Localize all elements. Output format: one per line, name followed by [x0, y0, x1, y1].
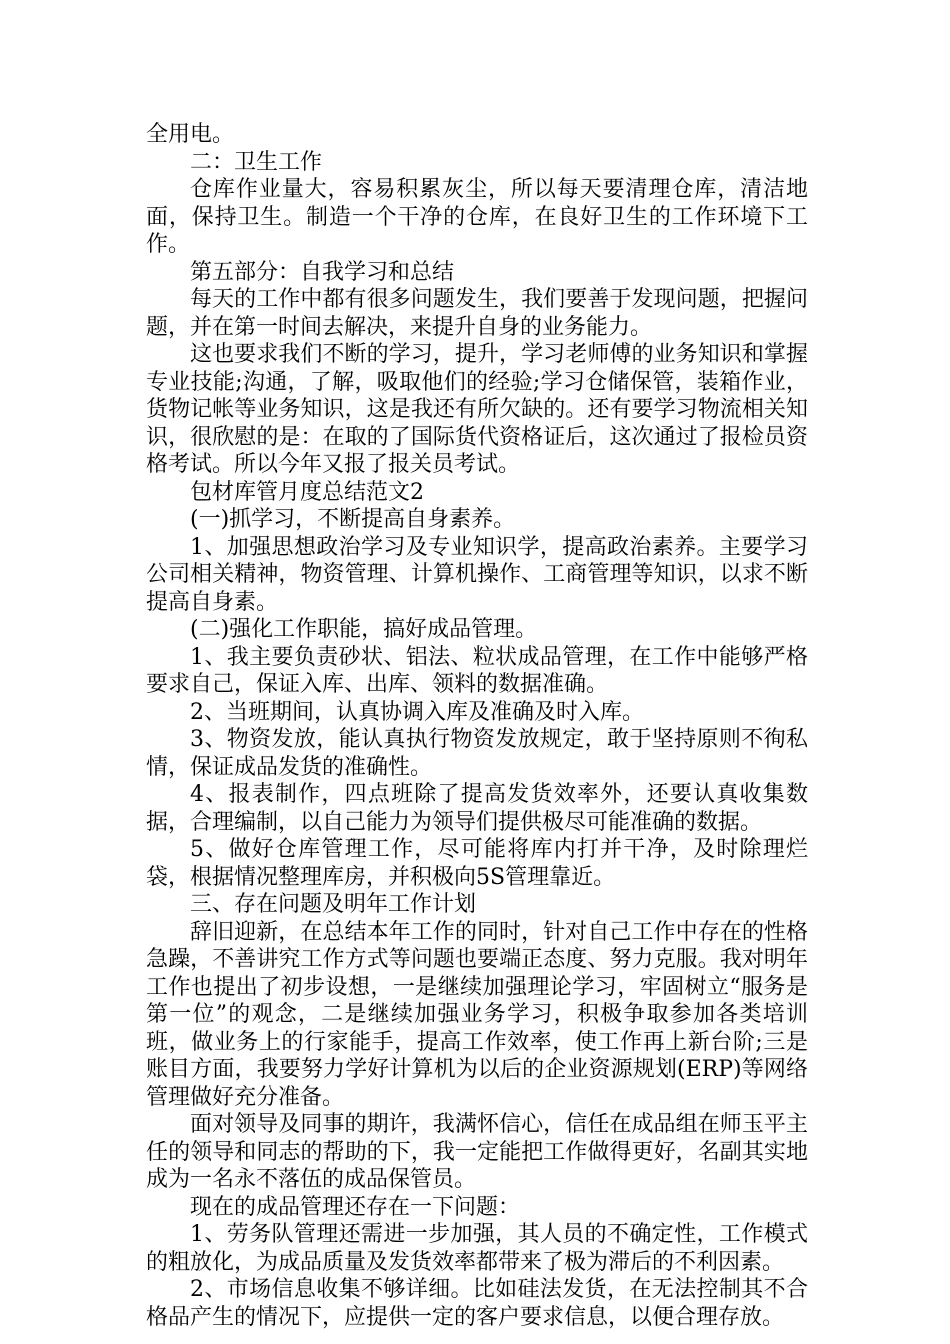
paragraph: 这也要求我们不断的学习，提升，学习老师傅的业务知识和掌握专业技能;沟通，了解，吸取他们的经验;学习仓储保管，装箱作业，货物记帐等业务知识，这是我还有所欠缺的。还有要学习物流相关知识，很欣慰的是：在取的了国际货代资格证后，这次通过了报检员资格考试。所以今年又报了报关员考试。 — [146, 342, 808, 477]
paragraph: 1、劳务队管理还需进一步加强，其人员的不确定性，工作模式的粗放化，为成品质量及发货效率都带来了极为滞后的不利因素。 — [146, 1222, 808, 1275]
paragraph: 4、报表制作，四点班除了提高发货效率外，还要认真收集数据，合理编制，以自己能力为领导们提供极尽可能准确的数据。 — [146, 782, 808, 835]
paragraph: 2、市场信息收集不够详细。比如硅法发货，在无法控制其不合格品产生的情况下，应提供一定的客户要求信息，以便合理存放。 — [146, 1277, 808, 1330]
paragraph: 3、物资发放，能认真执行物资发放规定，敢于坚持原则不徇私情，保证成品发货的准确性。 — [146, 727, 808, 780]
document-body — [146, 121, 808, 1331]
paragraph: 1、我主要负责砂状、铝法、粒状成品管理，在工作中能够严格要求自己，保证入库、出库、领料的数据准确。 — [146, 644, 808, 697]
paragraph: 5、做好仓库管理工作，尽可能将库内打并干净，及时除理烂袋，根据情况整理库房，并积极向5S管理靠近。 — [146, 837, 808, 890]
section-heading: 第五部分：自我学习和总结 — [190, 259, 455, 285]
paragraph: 1、加强思想政治学习及专业知识学，提高政治素养。主要学习公司相关精神，物资管理、计算机操作、工商管理等知识，以求不断提高自身素。 — [146, 534, 808, 615]
section-heading: 二：卫生工作 — [190, 149, 323, 175]
paragraph: 仓库作业量大，容易积累灰尘，所以每天要清理仓库，清洁地面，保持卫生。制造一个干净的仓库，在良好卫生的工作环境下工作。 — [146, 177, 808, 257]
paragraph: 每天的工作中都有很多问题发生，我们要善于发现问题，把握问题，并在第一时间去解决，来提升自身的业务能力。 — [146, 287, 808, 340]
section-heading: (一)抓学习，不断提高自身素养。 — [190, 507, 516, 532]
section-heading: (二)强化工作职能，搞好成品管理。 — [190, 617, 538, 642]
section-heading: 包材库管月度总结范文2 — [190, 479, 424, 505]
paragraph: 全用电。 — [146, 122, 235, 147]
paragraph: 面对领导及同事的期许，我满怀信心，信任在成品组在师玉平主任的领导和同志的帮助的下，我一定能把工作做得更好，名副其实地成为一名永不落伍的成品保管员。 — [146, 1112, 808, 1192]
section-heading: 三、存在问题及明年工作计划 — [190, 892, 477, 917]
paragraph: 2、当班期间，认真协调入库及准确及时入库。 — [190, 699, 644, 725]
paragraph: 现在的成品管理还存在一下问题： — [190, 1194, 521, 1220]
paragraph: 辞旧迎新，在总结本年工作的同时，针对自己工作中存在的性格急躁，不善讲究工作方式等问题也要端正态度、努力克服。我对明年工作也提出了初步设想，一是继续加强理论学习，牢固树立“服务是第一位”的观念，二是继续加强业务学习，积极争取参加各类培训班，做业务上的行家能手，提高工作效率，使工作再上新台阶;三是账目方面，我要努力学好计算机为以后的企业资源规划(ERP)等网络管理做好充分准备。 — [146, 919, 808, 1110]
